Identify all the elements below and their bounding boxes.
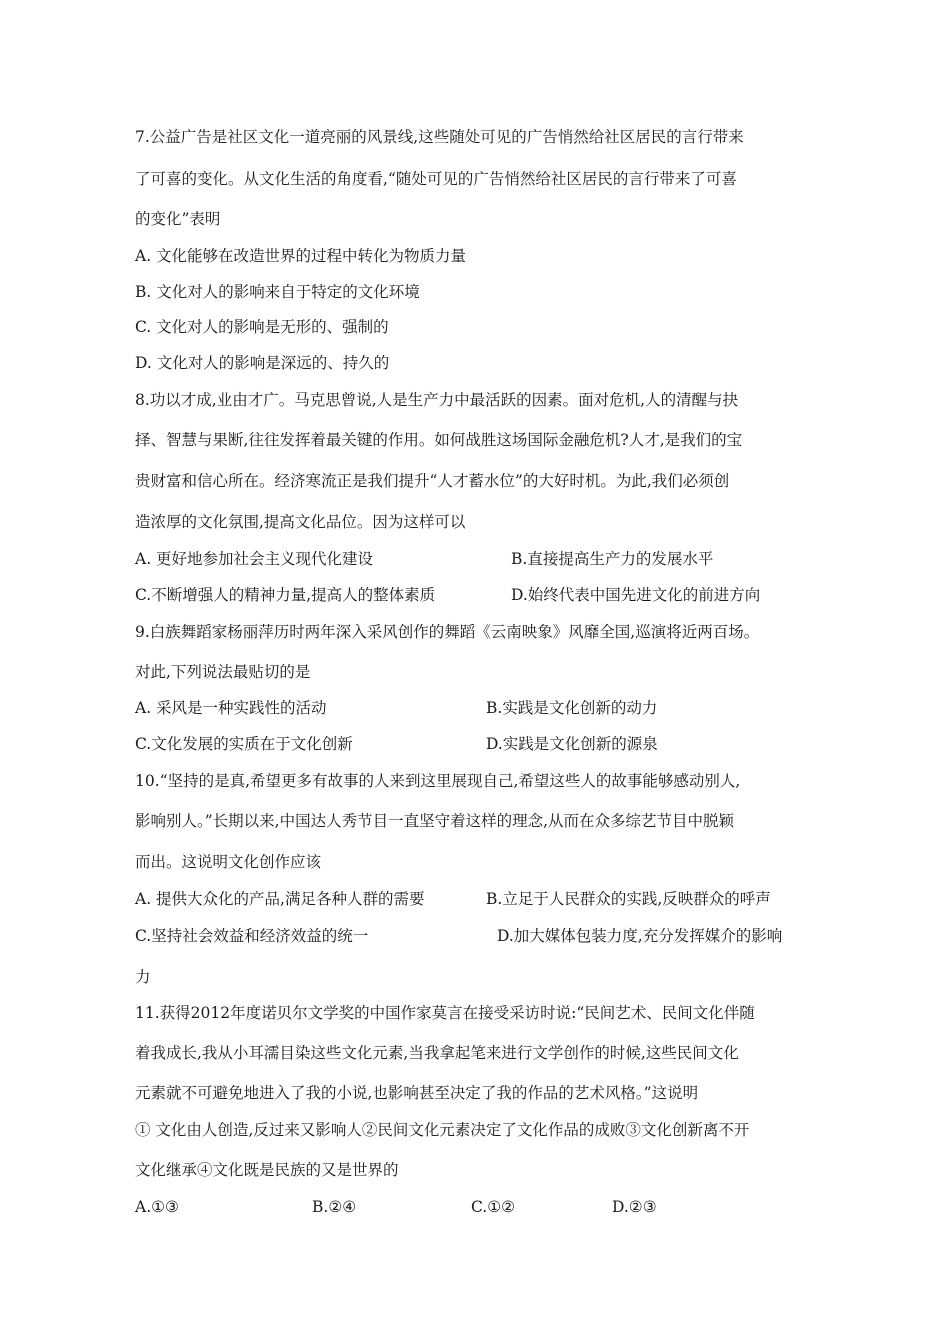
q8-stem-line-4: 造浓厚的文化氛围,提高文化品位。因为这样可以	[135, 513, 466, 531]
q9-option-a: A. 采风是一种实践性的活动	[135, 699, 327, 717]
q10-stem-line-3: 而出。这说明文化创作应该	[135, 853, 322, 871]
q9-stem-line-2: 对此,下列说法最贴切的是	[135, 663, 311, 681]
q11-option-a: A.①③	[135, 1198, 179, 1216]
q8-option-d: D.始终代表中国先进文化的前进方向	[511, 586, 761, 604]
q11-stem-line-4: ① 文化由人创造,反过来又影响人②民间文化元素决定了文化作品的成败③文化创新离不开	[135, 1121, 750, 1139]
q10-stem-line-1: 10.“坚持的是真,希望更多有故事的人来到这里展现自己,希望这些人的故事能够感动别人,	[135, 772, 741, 790]
q10-option-c: C.坚持社会效益和经济效益的统一	[135, 927, 369, 945]
q11-stem-line-5: 文化继承④文化既是民族的又是世界的	[135, 1161, 399, 1179]
q7-stem-line-1: 7.公益广告是社区文化一道亮丽的风景线,这些随处可见的广告悄然给社区居民的言行带来	[135, 128, 744, 146]
q8-stem-line-2: 择、智慧与果断,往往发挥着最关键的作用。如何战胜这场国际金融危机?人才,是我们的宝	[135, 431, 743, 449]
q11-option-d: D.②③	[612, 1198, 657, 1216]
q8-option-c: C.不断增强人的精神力量,提高人的整体素质	[135, 586, 436, 604]
q7-stem-line-3: 的变化”表明	[135, 210, 221, 228]
q11-option-b: B.②④	[312, 1198, 357, 1216]
q7-stem-line-2: 了可喜的变化。从文化生活的角度看,“随处可见的广告悄然给社区居民的言行带来了可喜	[135, 170, 737, 188]
q10-option-a: A. 提供大众化的产品,满足各种人群的需要	[135, 890, 425, 908]
q7-option-c: C. 文化对人的影响是无形的、强制的	[135, 318, 389, 336]
q8-option-a: A. 更好地参加社会主义现代化建设	[135, 550, 374, 568]
q11-stem-line-1: 11.获得2012年度诺贝尔文学奖的中国作家莫言在接受采访时说:“民间艺术、民间文化伴随	[135, 1004, 755, 1022]
q7-option-a: A. 文化能够在改造世界的过程中转化为物质力量	[135, 247, 467, 265]
q10-option-d: D.加大媒体包装力度,充分发挥媒介的影响	[497, 927, 783, 945]
q10-option-d-wrap: 力	[135, 968, 151, 986]
q7-option-b: B. 文化对人的影响来自于特定的文化环境	[135, 283, 420, 301]
q10-option-b: B.立足于人民群众的实践,反映群众的呼声	[486, 890, 771, 908]
q7-option-d: D. 文化对人的影响是深远的、持久的	[135, 354, 390, 372]
q9-option-c: C.文化发展的实质在于文化创新	[135, 735, 353, 753]
q9-stem-line-1: 9.白族舞蹈家杨丽萍历时两年深入采风创作的舞蹈《云南映象》风靡全国,巡演将近两百场。	[135, 623, 760, 641]
q8-stem-line-1: 8.功以才成,业由才广。马克思曾说,人是生产力中最活跃的因素。面对危机,人的清醒与抉	[135, 391, 739, 409]
q11-option-c: C.①②	[471, 1198, 516, 1216]
q9-option-d: D.实践是文化创新的源泉	[486, 735, 658, 753]
q10-stem-line-2: 影响别人。”长期以来,中国达人秀节目一直坚守着这样的理念,从而在众多综艺节目中脱颖	[135, 812, 735, 830]
q11-stem-line-2: 着我成长,我从小耳濡目染这些文化元素,当我拿起笔来进行文学创作的时候,这些民间文化	[135, 1044, 739, 1062]
q8-option-b: B.直接提高生产力的发展水平	[511, 550, 714, 568]
q8-stem-line-3: 贵财富和信心所在。经济寒流正是我们提升“人才蓄水位”的大好时机。为此,我们必须创	[135, 472, 730, 490]
q11-stem-line-3: 元素就不可避免地进入了我的小说,也影响甚至决定了我的作品的艺术风格。”这说明	[135, 1084, 699, 1102]
q9-option-b: B.实践是文化创新的动力	[486, 699, 658, 717]
